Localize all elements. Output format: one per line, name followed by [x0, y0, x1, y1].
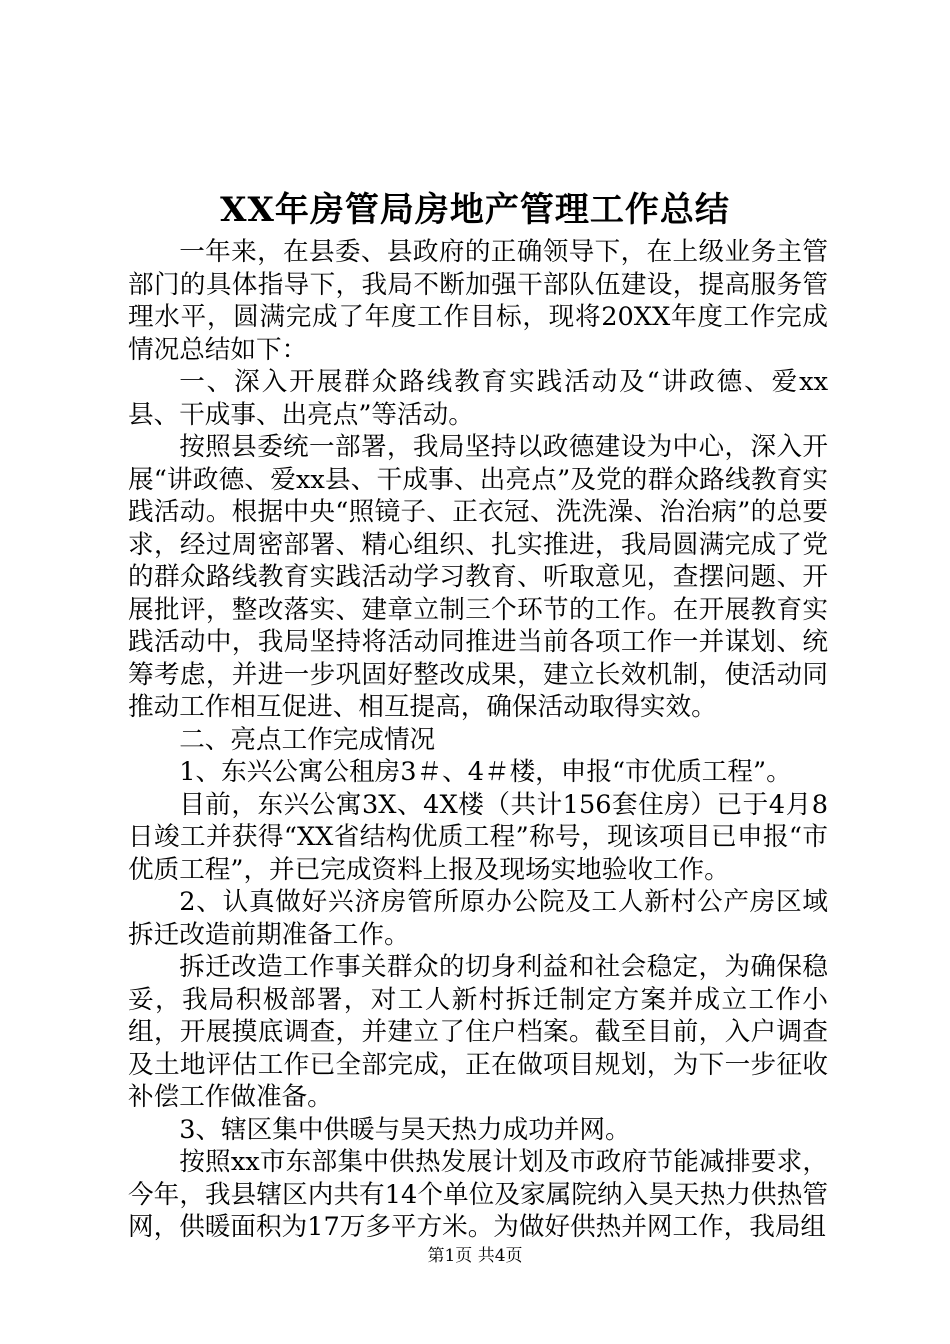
page-number-footer: 第1页 共4页	[427, 1246, 523, 1266]
paragraph-item-1: 目前，东兴公寓3X、4X楼（共计156套住房）已于4月8日竣工并获得“XX省结构优质工程”称号，现该项目已申报“市优质工程”，并已完成资料上报及现场实地验收工作。	[128, 789, 828, 885]
item-heading-2: 2、认真做好兴济房管所原办公院及工人新村公产房区域拆迁改造前期准备工作。	[128, 887, 828, 950]
item-heading-3: 3、辖区集中供暖与昊天热力成功并网。	[179, 1114, 631, 1145]
section-heading-2: 二、亮点工作完成情况	[179, 724, 436, 755]
item-heading-1: 1、东兴公寓公租房3＃、4＃楼，申报“市优质工程”。	[179, 757, 792, 787]
paragraph-item-2: 拆迁改造工作事关群众的切身利益和社会稳定，为确保稳妥，我局积极部署，对工人新村拆迁制定方案并成立工作小组，开展摸底调查，并建立了住户档案。截至目前，入户调查及土地评估工作已全部完成，正在做项目规划，为下一步征收补偿工作做准备。	[128, 952, 828, 1112]
paragraph-intro: 一年来，在县委、县政府的正确领导下，在上级业务主管部门的具体指导下，我局不断加强干部队伍建设，提高服务管理水平，圆满完成了年度工作目标，现将20XX年度工作完成情况总结如下：	[128, 237, 828, 365]
paragraph-section-1: 按照县委统一部署，我局坚持以政德建设为中心，深入开展“讲政德、爱xx县、干成事、出亮点”及党的群众路线教育实践活动。根据中央“照镜子、正衣冠、洗洗澡、治治病”的总要求，经过周密部署、精心组织、扎实推进，我局圆满完成了党的群众路线教育实践活动学习教育、听取意见，查摆问题、开展批评，整改落实、建章立制三个环节的工作。在开展教育实践活动中，我局坚持将活动同推进当前各项工作一并谋划、统筹考虑，并进一步巩固好整改成果，建立长效机制，使活动同推动工作相互促进、相互提高，确保活动取得实效。	[128, 432, 828, 722]
paragraph-item-3: 按照xx市东部集中供热发展计划及市政府节能减排要求，今年，我县辖区内共有14个单位及家属院纳入昊天热力供热管网，供暖面积为17万多平方米。为做好供热并网工作，我局组	[128, 1147, 828, 1242]
document-title: XX年房管局房地产管理工作总结	[220, 190, 730, 230]
document-body	[128, 236, 828, 1244]
section-heading-1: 一、深入开展群众路线教育实践活动及“讲政德、爱xx县、干成事、出亮点”等活动。	[128, 367, 828, 430]
